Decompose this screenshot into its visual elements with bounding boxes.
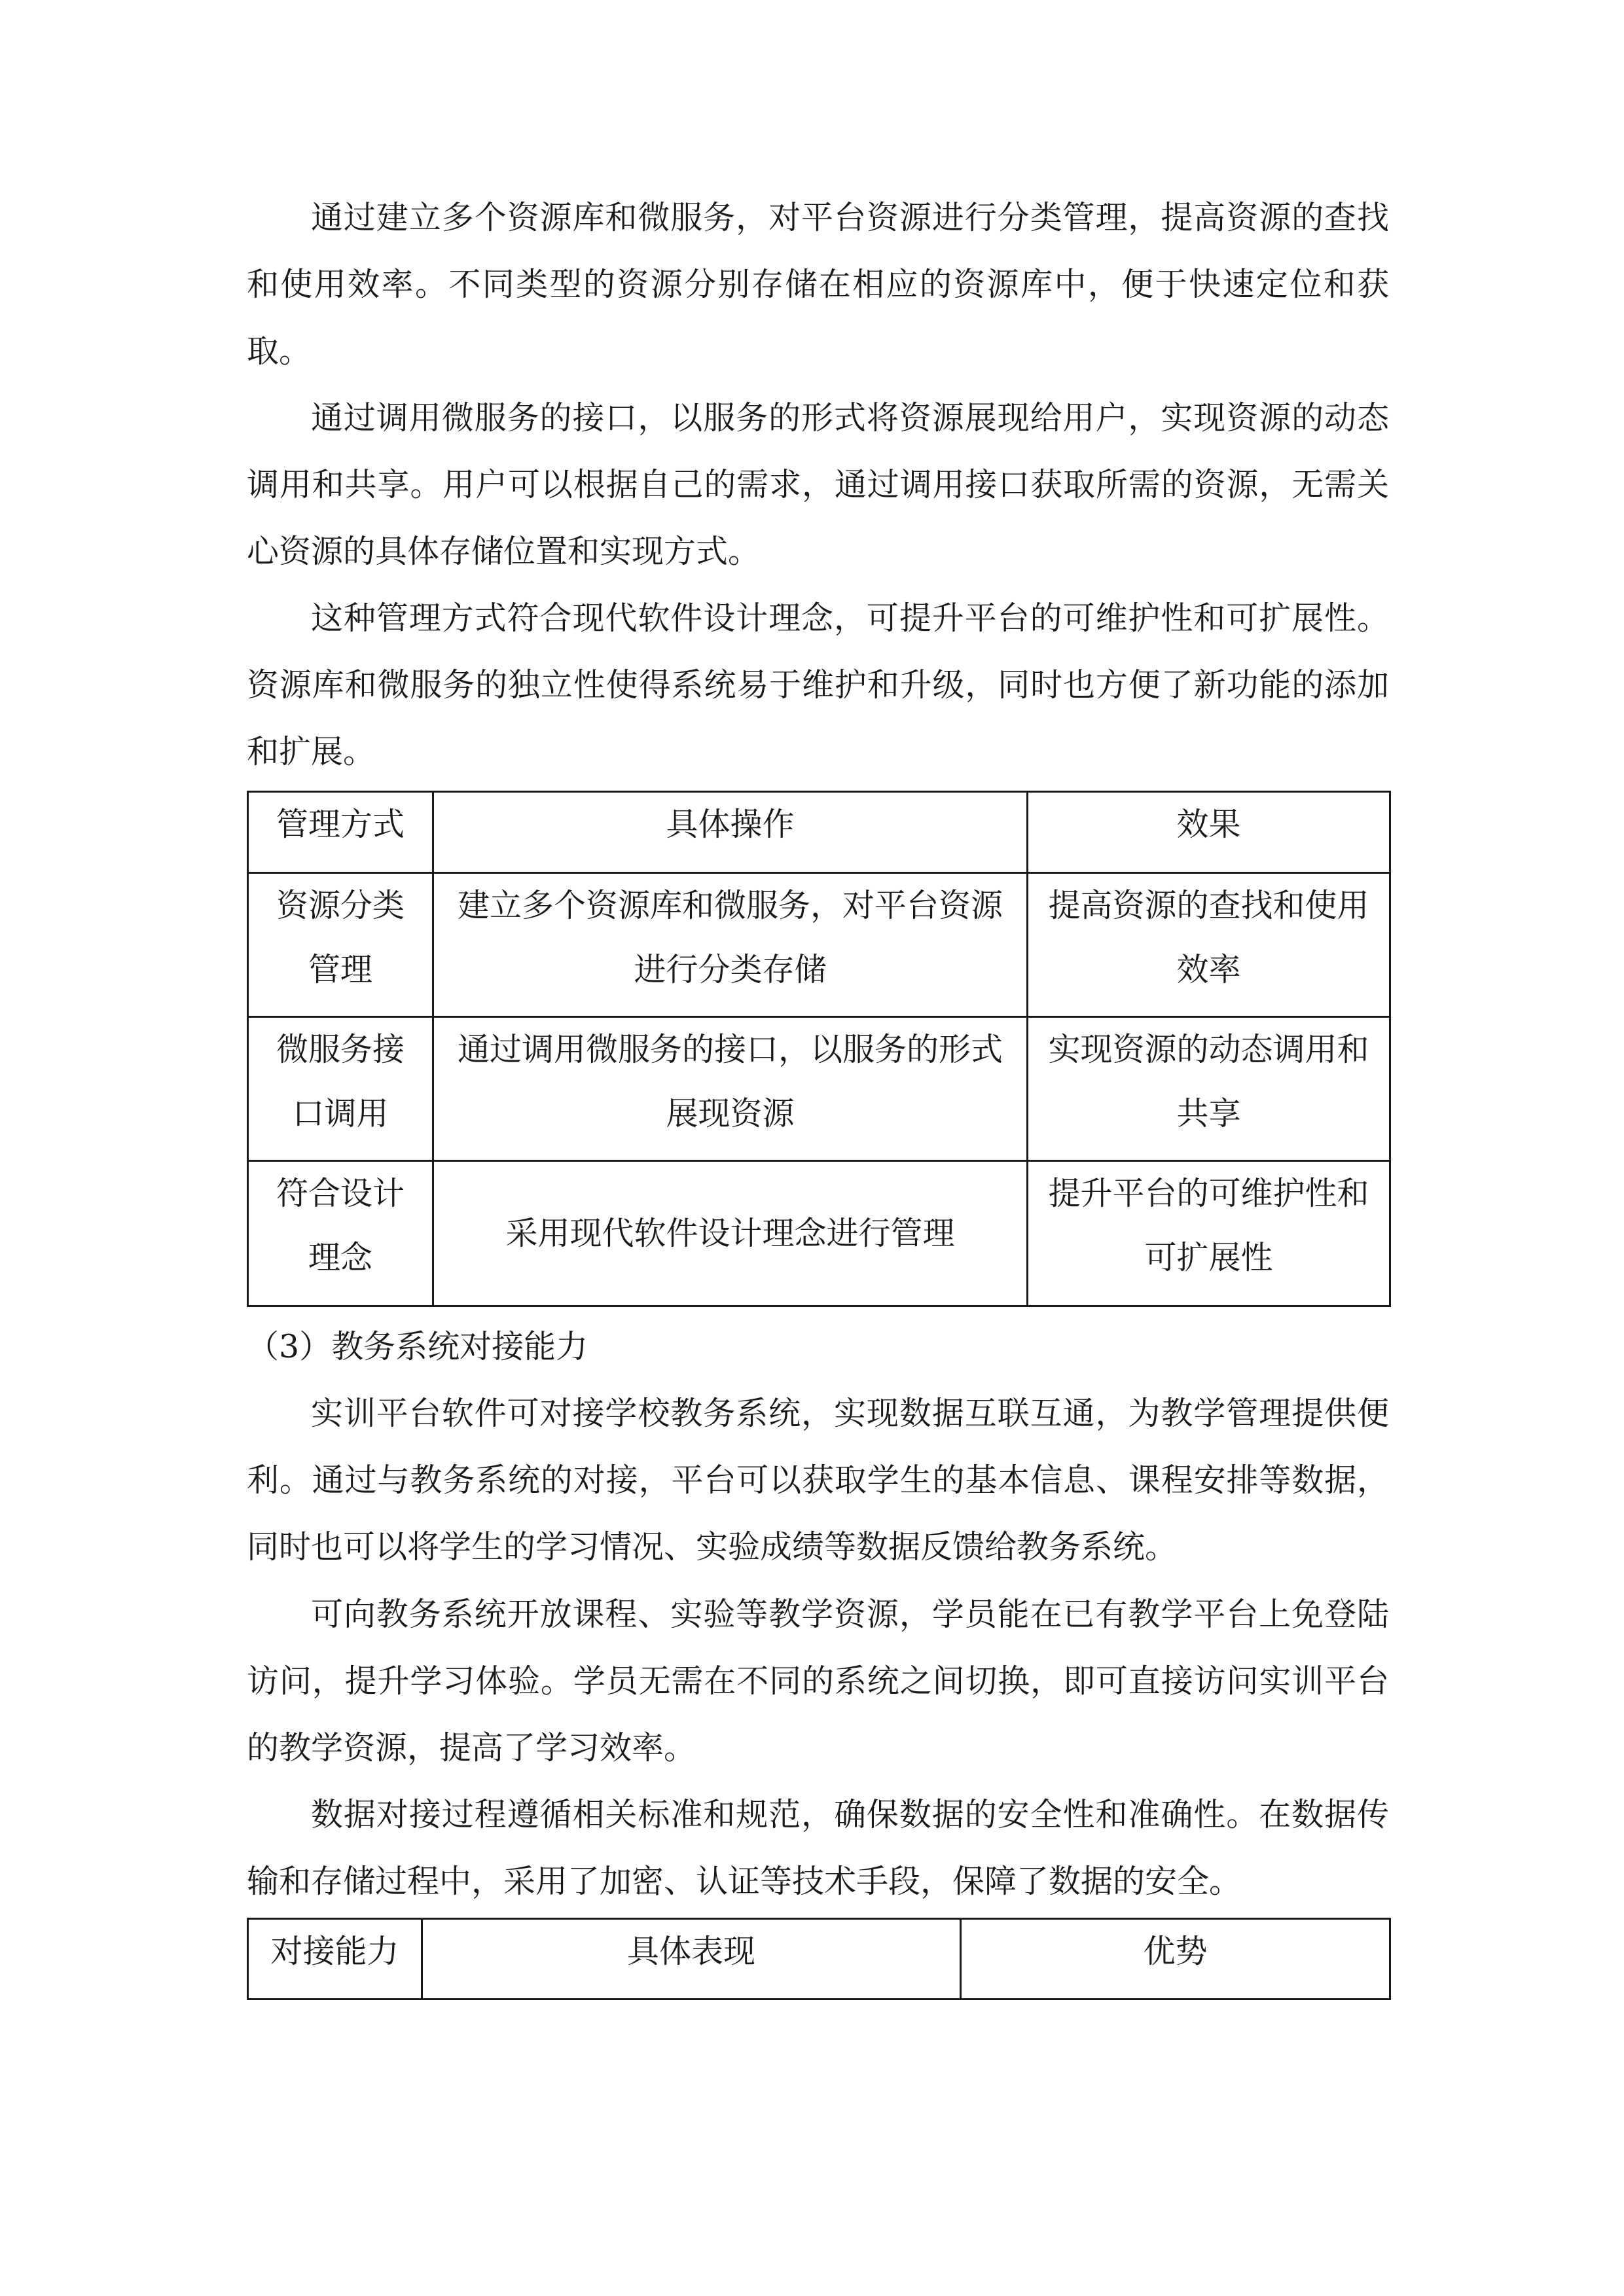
table-header-cell: 优势 — [961, 1919, 1390, 2000]
table-cell: 实现资源的动态调用和共享 — [1028, 1017, 1390, 1161]
table-cell: 建立多个资源库和微服务，对平台资源进行分类存储 — [433, 873, 1028, 1017]
table-cell: 提升平台的可维护性和可扩展性 — [1028, 1161, 1390, 1306]
table-cell: 采用现代软件设计理念进行管理 — [433, 1161, 1028, 1306]
management-table — [247, 791, 1391, 1307]
table-header-row — [248, 792, 1390, 873]
table-cell: 通过调用微服务的接口，以服务的形式展现资源 — [433, 1017, 1028, 1161]
table-header-cell: 对接能力 — [248, 1919, 422, 2000]
table-cell: 资源分类管理 — [248, 873, 433, 1017]
paragraph-design-concept: 这种管理方式符合现代软件设计理念，可提升平台的可维护性和可扩展性。资源库和微服务的独立性使得系统易于维护和升级，同时也方便了新功能的添加和扩展。 — [247, 600, 1389, 770]
table-header-row — [248, 1919, 1390, 2000]
table-header-cell: 具体操作 — [433, 792, 1028, 873]
paragraph-resource-classification: 通过建立多个资源库和微服务，对平台资源进行分类管理，提高资源的查找和使用效率。不同类型的资源分别存储在相应的资源库中，便于快速定位和获取。 — [247, 199, 1389, 370]
table-cell: 提高资源的查找和使用效率 — [1028, 873, 1390, 1017]
paragraph-academic-integration: 实训平台软件可对接学校教务系统，实现数据互联互通，为教学管理提供便利。通过与教务系统的对接，平台可以获取学生的基本信息、课程安排等数据，同时也可以将学生的学习情况、实验成绩等数据反馈给教务系统。 — [247, 1395, 1389, 1566]
table-header-cell: 具体表现 — [422, 1919, 961, 2000]
table-cell: 微服务接口调用 — [248, 1017, 433, 1161]
table-row — [248, 1017, 1390, 1161]
table-row — [248, 873, 1390, 1017]
table-row — [248, 1161, 1390, 1306]
table-header-cell: 效果 — [1028, 792, 1390, 873]
paragraph-data-security: 数据对接过程遵循相关标准和规范，确保数据的安全性和准确性。在数据传输和存储过程中，采用了加密、认证等技术手段，保障了数据的安全。 — [247, 1796, 1389, 1900]
table-cell: 符合设计理念 — [248, 1161, 433, 1306]
paragraph-microservice-interface: 通过调用微服务的接口，以服务的形式将资源展现给用户，实现资源的动态调用和共享。用户可以根据自己的需求，通过调用接口获取所需的资源，无需关心资源的具体存储位置和实现方式。 — [247, 399, 1389, 570]
integration-table — [247, 1918, 1391, 2000]
paragraph-open-resources: 可向教务系统开放课程、实验等教学资源，学员能在已有教学平台上免登陆访问，提升学习体验。学员无需在不同的系统之间切换，即可直接访问实训平台的教学资源，提高了学习效率。 — [247, 1596, 1389, 1767]
table-header-cell: 管理方式 — [248, 792, 433, 873]
section-heading: （3）教务系统对接能力 — [247, 1328, 588, 1365]
